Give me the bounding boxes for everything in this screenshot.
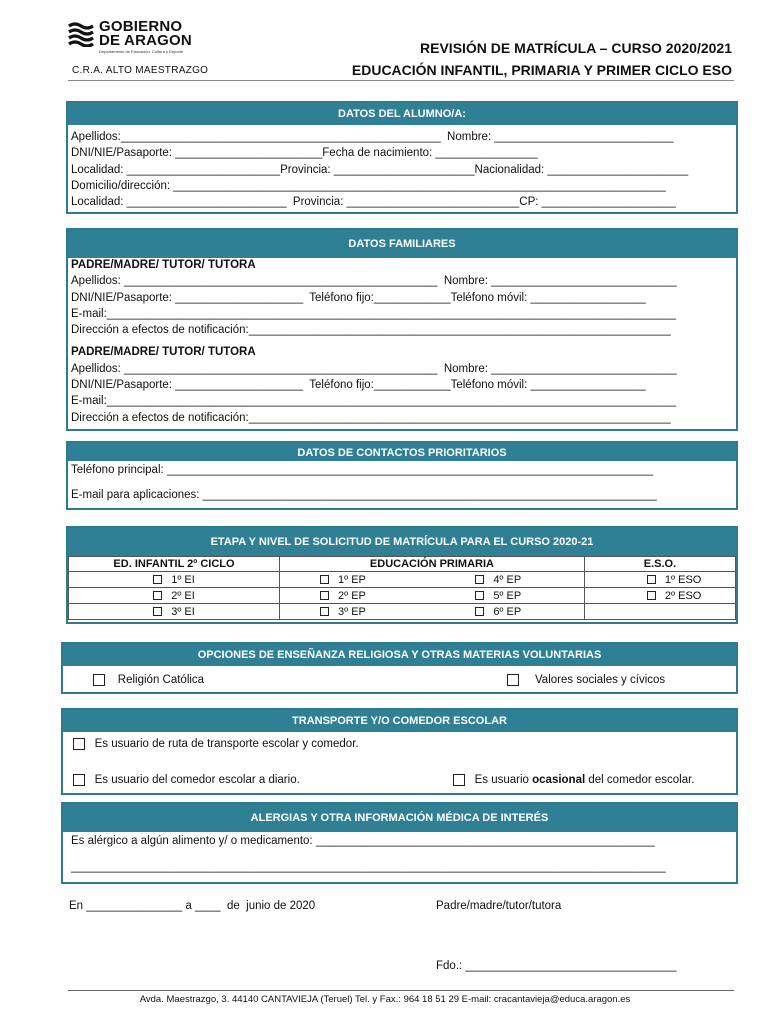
religion-heading: OPCIONES DE ENSEÑANZA RELIGIOSA Y OTRAS MATERIAS VOLUNTARIAS xyxy=(63,644,736,666)
alumno-line3: Localidad: ________________________Provincia: ______________________Nacionalidad: ______________________ xyxy=(71,164,689,176)
alergias-section xyxy=(61,802,738,884)
parent2-line1: Apellidos: _________________________________________________ Nombre: _____________________________ xyxy=(71,363,677,375)
gobierno-aragon-logo xyxy=(68,20,208,54)
checkbox-icon[interactable] xyxy=(73,738,85,750)
option-ep-4[interactable]: 4º EP xyxy=(469,572,584,588)
alergias-heading: ALERGIAS Y OTRA INFORMACIÓN MÉDICA DE INTERÉS xyxy=(63,804,736,832)
transporte-option-ocasional[interactable]: Es usuario ocasional del comedor escolar. xyxy=(453,773,695,787)
signer-label: Padre/madre/tutor/tutora xyxy=(436,900,562,912)
alumno-line4: Domicilio/dirección: _____________________________________________________________________________ xyxy=(71,180,666,192)
col-eso: E.S.O. xyxy=(584,557,735,572)
checkbox-icon[interactable] xyxy=(73,774,85,786)
option-eso-2[interactable]: 2º ESO xyxy=(584,588,735,604)
transporte-option-diario[interactable]: Es usuario del comedor escolar a diario. xyxy=(73,773,300,787)
checkbox-icon[interactable] xyxy=(320,575,329,584)
religion-option-catolica[interactable]: Religión Católica xyxy=(93,673,204,687)
signature-line: Fdo.: _________________________________ xyxy=(436,960,677,972)
option-ei-2[interactable]: 2º EI xyxy=(69,588,280,604)
contactos-line1: Teléfono principal: ____________________________________________________________________________ xyxy=(71,464,653,476)
parent1-line4: Dirección a efectos de notificación:__________________________________________________________________ xyxy=(71,324,671,336)
checkbox-icon[interactable] xyxy=(475,607,484,616)
col-primaria: EDUCACIÓN PRIMARIA xyxy=(280,557,585,572)
option-ei-3[interactable]: 3º EI xyxy=(69,604,280,620)
parent1-line3: E-mail:_________________________________________________________________________________________ xyxy=(71,308,677,320)
checkbox-icon[interactable] xyxy=(153,607,162,616)
religion-option-valores[interactable]: Valores sociales y cívicos xyxy=(507,673,665,687)
parent2-line4: Dirección a efectos de notificación:__________________________________________________________________ xyxy=(71,412,671,424)
alumno-heading: DATOS DEL ALUMNO/A: xyxy=(68,103,736,125)
checkbox-icon[interactable] xyxy=(647,575,656,584)
logo-dept: Departamento de Educación, Cultura y Deporte xyxy=(99,49,184,54)
alergias-line1: Es alérgico a algún alimento y/ o medicamento: _____________________________________________________ xyxy=(71,835,655,847)
familiares-section xyxy=(66,228,738,431)
alumno-line5: Localidad: _________________________ Provincia: ___________________________CP: _____________________ xyxy=(71,196,676,208)
checkbox-icon[interactable] xyxy=(453,774,465,786)
date-line: En _______________ a ____ de junio de 2020 xyxy=(69,900,316,912)
parent2-line3: E-mail:_________________________________________________________________________________________ xyxy=(71,395,677,407)
footer-address: Avda. Maestrazgo, 3. 44140 CANTAVIEJA (Teruel) Tel. y Fax.: 964 18 51 29 E-mail: cracantavieja@educa.aragon.es xyxy=(139,994,631,1005)
alergias-line2: _____________________________________________________________________________________________ xyxy=(71,861,666,873)
option-ep-2[interactable]: 2º EP xyxy=(280,588,470,604)
footer-divider xyxy=(68,990,734,991)
title-line2: EDUCACIÓN INFANTIL, PRIMARIA Y PRIMER CICLO ESO xyxy=(351,62,732,78)
logo-line2: DE ARAGON xyxy=(99,32,192,49)
aragon-logo-icon xyxy=(68,21,94,47)
alumno-line2: DNI/NIE/Pasaporte: _______________________Fecha de nacimiento: ________________ xyxy=(71,147,538,159)
option-ei-1[interactable]: 1º EI xyxy=(69,572,280,588)
col-infantil: ED. INFANTIL 2º CICLO xyxy=(69,557,280,572)
checkbox-icon[interactable] xyxy=(507,674,519,686)
checkbox-icon[interactable] xyxy=(320,607,329,616)
alumno-section xyxy=(66,101,738,214)
parent1-title: PADRE/MADRE/ TUTOR/ TUTORA xyxy=(71,259,256,271)
alumno-line1: Apellidos:__________________________________________________ Nombre: ____________________________ xyxy=(71,131,674,143)
option-ep-5[interactable]: 5º EP xyxy=(469,588,584,604)
religion-section xyxy=(61,642,738,694)
contactos-heading: DATOS DE CONTACTOS PRIORITARIOS xyxy=(68,443,736,461)
parent2-title: PADRE/MADRE/ TUTOR/ TUTORA xyxy=(71,346,256,358)
option-ep-6[interactable]: 6º EP xyxy=(469,604,584,620)
checkbox-icon[interactable] xyxy=(647,591,656,600)
checkbox-icon[interactable] xyxy=(153,591,162,600)
checkbox-icon[interactable] xyxy=(475,575,484,584)
option-ep-3[interactable]: 3º EP xyxy=(280,604,470,620)
school-name: C.R.A. ALTO MAESTRAZGO xyxy=(72,65,209,76)
parent2-line2: DNI/NIE/Pasaporte: ____________________ Teléfono fijo:____________Teléfono móvil: __________________ xyxy=(71,379,646,391)
parent1-line2: DNI/NIE/Pasaporte: ____________________ Teléfono fijo:____________Teléfono móvil: __________________ xyxy=(71,292,646,304)
etapa-section xyxy=(66,526,738,624)
etapa-heading: ETAPA Y NIVEL DE SOLICITUD DE MATRÍCULA PARA EL CURSO 2020-21 xyxy=(68,528,736,556)
option-eso-1[interactable]: 1º ESO xyxy=(584,572,735,588)
logo-line1: GOBIERNO xyxy=(99,18,183,35)
contactos-section xyxy=(66,441,738,510)
transporte-option-ruta[interactable]: Es usuario de ruta de transporte escolar y comedor. xyxy=(73,737,359,751)
checkbox-icon[interactable] xyxy=(320,591,329,600)
empty-cell xyxy=(584,604,735,620)
etapa-table xyxy=(68,556,736,620)
parent1-line1: Apellidos: _________________________________________________ Nombre: _____________________________ xyxy=(71,275,677,287)
familiares-heading: DATOS FAMILIARES xyxy=(68,230,736,258)
contactos-line2: E-mail para aplicaciones: _______________________________________________________________________ xyxy=(71,489,657,501)
option-ep-1[interactable]: 1º EP xyxy=(280,572,470,588)
transporte-section xyxy=(61,708,738,795)
checkbox-icon[interactable] xyxy=(475,591,484,600)
checkbox-icon[interactable] xyxy=(93,674,105,686)
header-divider xyxy=(68,80,734,81)
title-line1: REVISIÓN DE MATRÍCULA – CURSO 2020/2021 xyxy=(420,40,732,56)
checkbox-icon[interactable] xyxy=(153,575,162,584)
transporte-heading: TRANSPORTE Y/O COMEDOR ESCOLAR xyxy=(63,710,736,732)
